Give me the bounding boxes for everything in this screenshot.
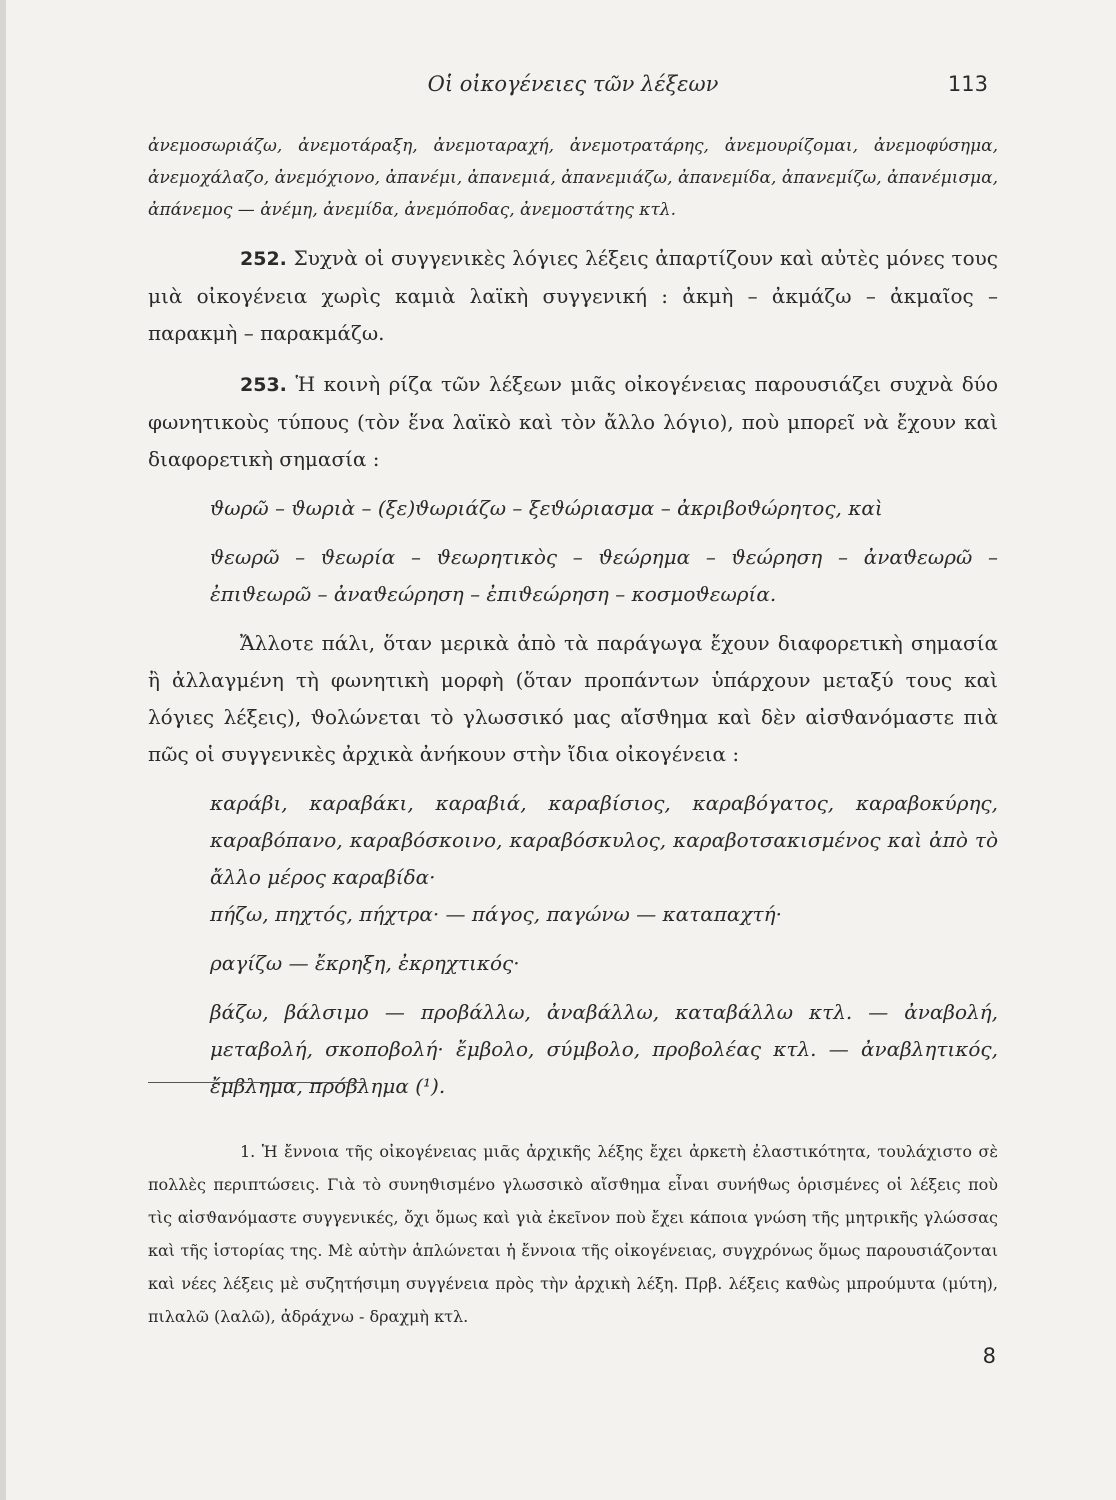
footnote-divider <box>148 1082 366 1083</box>
body-text <box>148 130 998 1105</box>
example-pizo: πήζω, πηχτός, πήχτρα· — πάγος, παγώνω — καταπαχτή· <box>210 902 782 926</box>
footnote <box>148 1135 998 1333</box>
paragraph-252-text: Συχνὰ οἱ συγγενικὲς λόγιες λέξεις ἀπαρτίζουν καὶ αὐτὲς μόνες τους μιὰ οἰκογένεια χωρὶς καμιὰ λαϊκὴ συγγενική : ἀκμὴ – ἀκμάζω – ἀκμαῖος – παρακμὴ – παρακμάζω. <box>148 246 998 345</box>
example-vazo: βάζω, βάλσιμο — προβάλλω, ἀναβάλλω, καταβάλλω κτλ. — ἀναβολή, μεταβολή, σκοποβολή· ἔμβολο, σύμβολο, προβολέας κτλ. — ἀναβλητικός, ἔμβλημα, πρόβλημα (¹). <box>210 1000 998 1098</box>
binding-edge <box>0 0 6 1500</box>
example-karavi: καράβι, καραβάκι, καραβιά, καραβίσιος, καραβόγατος, καραβοκύρης, καραβόπανο, καραβόσκοινο, καραβόσκυλος, καραβοτσακισμένος καὶ ἀπὸ τὸ ἄλλο μέρος καραβίδα· <box>210 791 998 889</box>
paragraph-252 <box>148 240 998 352</box>
example-theoro: ϑεωρῶ – ϑεωρία – ϑεωρητικὸς – ϑεώρημα – ϑεώρηση – ἀναϑεωρῶ – ἐπιϑεωρῶ – ἀναϑεώρηση – ἐπιϑεώρηση – κοσμοϑεωρία. <box>210 545 998 606</box>
signature-mark: 8 <box>982 1344 996 1368</box>
paragraph-253-text: Ἡ κοινὴ ρίζα τῶν λέξεων μιᾶς οἰκογένειας παρουσιάζει συχνὰ δύο φωνητικοὺς τύπους (τὸν ἕνα λαϊκὸ καὶ τὸν ἄλλο λόγιο), ποὺ μπορεῖ νὰ ἔχουν καὶ διαφορετικὴ σημασία : <box>148 372 999 471</box>
page-number: 113 <box>947 72 988 96</box>
page-header <box>148 72 998 102</box>
section-number-252: 252. <box>240 248 287 270</box>
example-thoro: ϑωρῶ – ϑωριὰ – (ξε)ϑωριάζω – ξεϑώριασμα – ἀκριβοϑώρητος, καὶ <box>210 496 883 520</box>
section-number-253: 253. <box>240 374 287 396</box>
paragraph-allote: Ἄλλοτε πάλι, ὅταν μερικὰ ἀπὸ τὰ παράγωγα ἔχουν διαφορετικὴ σημασία ἢ ἀλλαγμένη τὴ φωνητικὴ μορφὴ (ὅταν προπάντων ὑπάρχουν μεταξύ τους καὶ λόγιες λέξεις), ϑολώνεται τὸ γλωσσικό μας αἴσϑημα καὶ δὲν αἰσϑανόμαστε πιὰ πῶς οἱ συγγενικὲς ἀρχικὰ ἀνήκουν στὴν ἴδια οἰκογένεια : <box>148 631 998 766</box>
example-ragizo: ραγίζω — ἔκρηξη, ἐκρηχτικός· <box>210 951 520 975</box>
running-title: Οἱ οἰκογένειες τῶν λέξεων <box>427 72 719 96</box>
intro-word-list: ἀνεμοσωριάζω, ἀνεμοτάραξη, ἀνεμοταραχή, ἀνεμοτρατάρης, ἀνεμουρίζομαι, ἀνεμοφύσημα, ἀνεμοχάλαζο, ἀνεμόχιονο, ἀπανέμι, ἀπανεμιά, ἀπανεμιάζω, ἀπανεμίδα, ἀπανεμίζω, ἀπανέμισμα, ἀπάνεμος — ἀνέμη, ἀνεμίδα, ἀνεμόποδας, ἀνεμοστάτης κτλ. <box>148 136 998 220</box>
footnote-text: 1. Ἡ ἔννοια τῆς οἰκογένειας μιᾶς ἀρχικῆς λέξης ἔχει ἀρκετὴ ἐλαστικότητα, τουλάχιστο σὲ πολλὲς περιπτώσεις. Γιὰ τὸ συνηϑισμένο γλωσσικὸ αἴσϑημα εἶναι συνήϑως ὁρισμένες οἱ λέξεις ποὺ τὶς αἰσϑανόμαστε συγγενικές, ὄχι ὅμως καὶ γιὰ ἐκεῖνον ποὺ ἔχει κάποια γνώση τῆς μητρικῆς γλώσσας καὶ τῆς ἱστορίας της. Μὲ αὐτὴν ἁπλώνεται ἡ ἔννοια τῆς οἰκογένειας, συγχρόνως ὅμως παρουσιάζονται καὶ νέες λέξεις μὲ συζητήσιμη συγγένεια πρὸς τὴν ἀρχικὴ λέξη. Πρβ. λέξεις καϑὼς μπρούμυτα (μύτη), πιλαλῶ (λαλῶ), ἀδράχνω - δραχμὴ κτλ. <box>148 1142 998 1326</box>
paragraph-253 <box>148 366 998 478</box>
